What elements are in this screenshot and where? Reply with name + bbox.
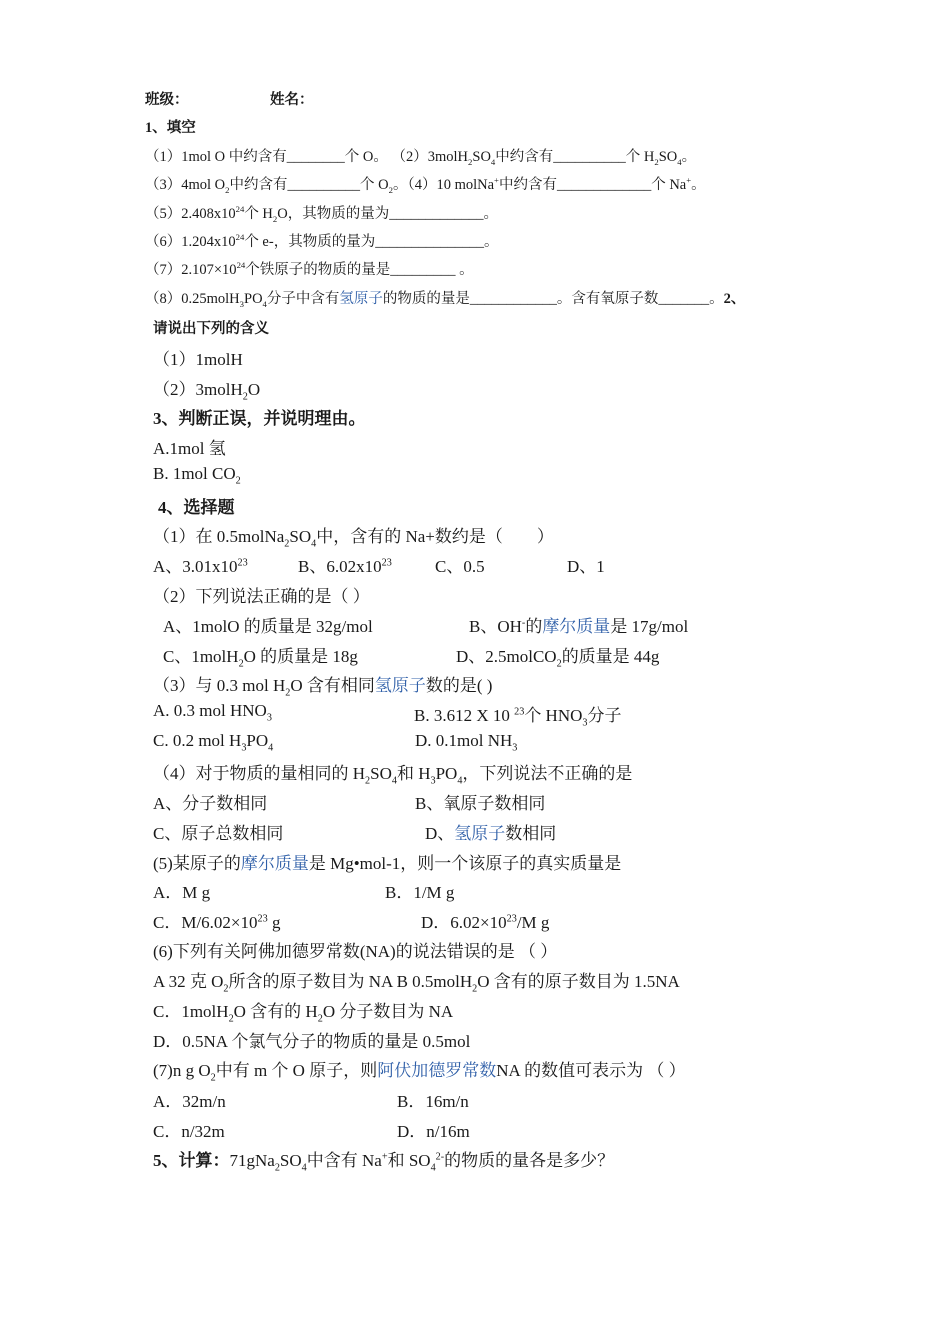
- choice-question-3: （3）与 0.3 mol $H_2O$ 含有相同氢原子数的是( ): [153, 676, 493, 699]
- class-label: 班级：: [145, 92, 189, 108]
- fill-question-8: $(8)0.25molH_3PO_4$分子中含有氢原子的物质的量是____________。含有氧原子数_______。2、: [145, 291, 746, 309]
- judge-item-a: A.1mol 氢: [153, 439, 226, 458]
- choice-1-option-c: C、0.5: [435, 557, 485, 576]
- fill-question-5: $(5)2.408x10^{24}$个 $H_2O$，其物质的量为_____________。: [145, 204, 498, 224]
- choice-3-option-d: D. 0.1mol $NH_3$: [415, 731, 518, 754]
- choice-2-option-a: A、1molO 的质量是 32g/mol: [163, 617, 373, 636]
- choice-3-option-a: A. 0.3 mol $HNO_3$: [153, 701, 272, 724]
- choice-3-option-c: C. 0.2 mol $H_3PO_4$: [153, 731, 274, 754]
- choice-2-option-d: D、2.5molCO$_2$的质量是 44g: [456, 647, 660, 670]
- choice-question-1: （1）在 $0.5molNa_2SO_4$中，含有的 Na+数约是（ ）: [153, 527, 554, 550]
- choice-question-7: (7)n g $O_2$中有 m 个 O 原子，则阿伏加德罗常数NA 的数值可表示为 （ ）: [153, 1061, 686, 1084]
- fill-question-7: $(7)2.107\times 10^{24}$个铁原子的物质的量是_________ 。: [145, 260, 474, 278]
- section-5-question: 5、计算：$71gNa_2SO_4$中含有 Na+和 $SO_4^{2-}$的物质的量各是多少？: [153, 1151, 615, 1174]
- choice-6-option-c: C．1molH$_2$O 含有的 $H_2O$ 分子数目为 NA: [153, 1002, 454, 1025]
- link-molar-mass[interactable]: 摩尔质量: [542, 617, 611, 636]
- fill-question-1-2: （1）1mol O 中约含有________个 O。 $(2)3molH_2SO_4$中约含有__________个 $H_2SO_4$。: [145, 149, 697, 167]
- judge-item-b: B. 1mol $CO_2$: [153, 464, 241, 487]
- choice-7-option-c: C．n/32m: [153, 1122, 225, 1141]
- section-4-title: 4、选择题: [158, 498, 235, 517]
- choice-6-option-d: D．0.5NA 个氯气分子的物质的量是 0.5mol: [153, 1032, 471, 1051]
- choice-1-option-a: A、$3.01x10^{23}$: [153, 557, 248, 576]
- choice-4-option-d: D、氢原子数相同: [425, 824, 557, 843]
- meaning-item-1: （1）1molH: [153, 350, 243, 369]
- choice-1-option-b: B、$6.02x10^{23}$: [298, 557, 392, 576]
- meaning-item-2: （2）3molH$_2$O: [153, 380, 261, 403]
- link-hydrogen-atom[interactable]: 氢原子: [374, 676, 426, 695]
- choice-question-4: （4）对于物质的量相同的 $H_2SO_4$和 $H_3PO_4$，下列说法不正确的是: [153, 764, 633, 787]
- choice-4-option-c: C、原子总数相同: [153, 824, 284, 843]
- section-1-title: 1、填空: [145, 120, 196, 136]
- choice-7-option-d: D．n/16m: [397, 1122, 470, 1141]
- choice-6-option-ab: A 32 克 $O_2$所含的原子数目为 NA B 0.5molH$_2$O 含有的原子数目为 1.5NA: [153, 972, 680, 995]
- link-hydrogen-atom[interactable]: 氢原子: [454, 824, 506, 843]
- link-avogadro-constant[interactable]: 阿伏加德罗常数: [377, 1061, 497, 1080]
- link-molar-mass[interactable]: 摩尔质量: [240, 854, 309, 873]
- choice-2-option-c: C、1molH$_2$O 的质量是 18g: [163, 647, 358, 670]
- section-2-title: 请说出下列的含义: [153, 321, 269, 337]
- choice-3-option-b: B. 3.612 X 10 $^{23}$个 $HNO_3$分子: [414, 706, 622, 729]
- choice-2-option-b: B、OH-的摩尔质量是 17g/mol: [469, 617, 689, 636]
- choice-4-option-a: A、分子数相同: [153, 794, 268, 813]
- link-hydrogen-atom[interactable]: 氢原子: [339, 291, 383, 307]
- name-label: 姓名：: [270, 92, 314, 108]
- choice-1-option-d: D、1: [567, 557, 605, 576]
- section-3-title: 3、判断正误，并说明理由。: [153, 409, 366, 428]
- choice-question-6: (6)下列有关阿佛加德罗常数(NA)的说法错误的是 （ ）: [153, 942, 558, 961]
- choice-4-option-b: B、氧原子数相同: [415, 794, 546, 813]
- choice-7-option-b: B．16m/n: [397, 1092, 469, 1111]
- choice-5-option-b: B．1/M g: [385, 883, 455, 902]
- fill-question-6: $(6)1.204x10^{24}$个 e-，其物质的量为_______________。: [145, 232, 499, 250]
- choice-7-option-a: A．32m/n: [153, 1092, 226, 1111]
- choice-5-option-c: C．$M/6.02\times 10^{23}$ g: [153, 913, 281, 932]
- fill-question-3-4: （3）4mol $O_2$中约含有__________个 $O_2$。（4）10 molNa+中约含有_____________个 Na+。: [145, 175, 706, 195]
- choice-question-2: （2）下列说法正确的是（ ）: [153, 587, 370, 606]
- choice-5-option-d: D．$6.02\times 10^{23}/M$ g: [421, 913, 550, 932]
- choice-5-option-a: A．M g: [153, 883, 211, 902]
- choice-question-5: (5)某原子的摩尔质量是 Mg•mol-1，则一个该原子的真实质量是: [153, 854, 622, 873]
